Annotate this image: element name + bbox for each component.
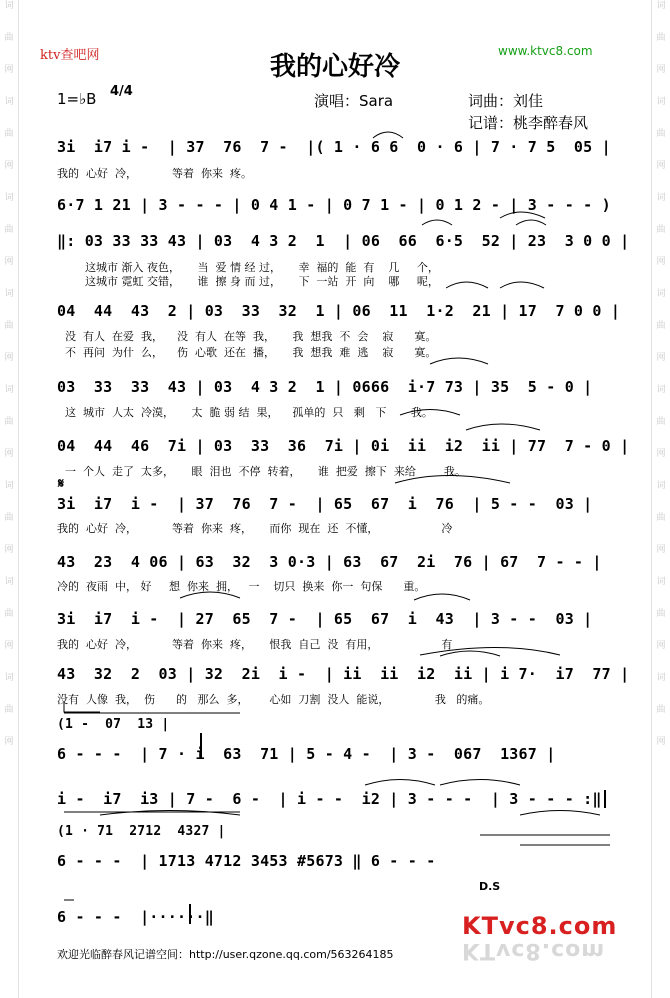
side-watermark-char: 词 [656,577,666,587]
ds-label: D.S [479,880,501,893]
side-watermark-char: 词 [656,673,666,683]
side-watermark-char: 词 [656,1,666,11]
site-logo: KTvc8.com [462,912,618,940]
side-watermark-char: 词 [4,193,14,203]
time-signature: 4/4 [110,84,133,99]
side-watermark-char: 词 [4,97,14,107]
lyric-row-4b: 不 再问 为什 么， 伤 心歌 还在 播， 我 想我 难 逃 寂 寞。 [65,346,437,359]
side-watermark-char: 曲 [656,513,666,523]
lyric-row-8: 冷的 夜雨 中， 好 想 你来 拥， 一 切只 换来 你一 句保 重。 [57,580,426,593]
bracket-row-13: (1 · 71 2712 4327 | [57,824,226,839]
composer-credit: 词曲：刘佳 [468,92,544,110]
side-watermark-char: 词 [656,385,666,395]
staff-row-8: 43 23 4 06 | 63 32 3 0·3 | 63 67 2i 76 | 67 7 - - | [57,553,602,571]
side-watermark-char: 网 [4,737,14,747]
side-watermark-char: 曲 [4,225,14,235]
staff-row-5: 03 33 33 43 | 03 4 3 2 1 | 0666 i·7 73 | 35 5 - 0 | [57,378,593,396]
staff-row-6: 04 44 46 7i | 03 33 36 7i | 0i ii i2 ii | 77 7 - 0 | [57,437,630,455]
side-watermark-char: 曲 [656,417,666,427]
key-signature: 1=♭B [57,90,97,108]
side-watermark-char: 网 [4,161,14,171]
segno-mark: 𝄋 [58,476,65,492]
side-watermark-char: 网 [4,353,14,363]
staff-row-7: 3i i7 i - | 37 76 7 - | 65 67 i 76 | 5 - - 03 | [57,495,593,513]
staff-row-1: 3i i7 i - | 37 76 7 - |( 1 · 6 6 0 · 6 | 7 · 7 5 05 | [57,138,611,156]
lyric-row-9: 我的 心好 冷， 等着 你来 疼， 恨我 自己 没 有用， 有 [57,638,453,651]
side-watermark-char: 词 [656,193,666,203]
side-watermark-char: 网 [656,737,666,747]
song-title: 我的心好冷 [269,52,400,82]
lyric-row-4a: 没 有人 在爱 我， 没 有人 在等 我， 我 想我 不 会 寂 寞。 [65,330,437,343]
side-watermark-char: 曲 [4,129,14,139]
side-watermark-char: 网 [656,449,666,459]
staff-row-13: 6 - - - | 1713 4712 3453 #5673 ‖ 6 - - - [57,852,436,870]
side-watermark-char: 网 [4,257,14,267]
lyric-row-5: 这 城市 人太 冷漠， 太 脆 弱 结 果， 孤单的 只 剩 下 我。 [65,406,433,419]
lyric-row-6: 一 个人 走了 太多， 眼 泪也 不停 转着， 谁 把爱 擦下 来给 我。 [65,465,466,478]
lyric-row-3a: 这城市 渐入 夜色， 当 爱 情 经 过， 幸 福的 能 有 几 个， [85,261,439,274]
side-watermark-char: 词 [656,289,666,299]
side-watermark-char: 曲 [4,609,14,619]
staff-row-14: 6 - - - |······‖ [57,908,214,926]
side-watermark-char: 词 [4,289,14,299]
side-watermark-char: 曲 [4,33,14,43]
side-watermark-char: 网 [656,161,666,171]
lyric-row-10: 没有 人像 我， 伤 的 那么 多， 心如 刀割 没人 能说， 我 的痛。 [57,693,490,706]
side-watermark-char: 曲 [4,705,14,715]
staff-row-10: 43 32 2 03 | 32 2i i - | ii ii i2 ii | i 7· i7 77 | [57,665,630,683]
transcriber-credit: 记谱：桃李醉春风 [468,114,589,132]
lyric-row-7: 我的 心好 冷， 等着 你来 疼， 而你 现在 还 不懂， 冷 [57,522,453,535]
side-watermark-char: 网 [4,449,14,459]
footer-note: 欢迎光临醉春风记谱空间：http://user.qzone.qq.com/563264185 [57,948,394,961]
brand-left: ktv查吧网 [40,48,100,63]
side-watermark-char: 曲 [656,129,666,139]
side-watermark-char: 网 [4,545,14,555]
side-watermark-char: 网 [656,65,666,75]
side-watermark-char: 曲 [656,225,666,235]
brand-right: www.ktvc8.com [498,44,593,58]
side-watermark-char: 曲 [4,321,14,331]
side-watermark-char: 词 [4,481,14,491]
staff-row-4: 04 44 43 2 | 03 33 32 1 | 06 11 1·2 21 | 17 7 0 0 | [57,302,621,320]
side-watermark-char: 曲 [4,513,14,523]
side-watermark-char: 曲 [656,321,666,331]
side-watermark-char: 曲 [656,33,666,43]
staff-row-9: 3i i7 i - | 27 65 7 - | 65 67 i 43 | 3 - - 03 | [57,610,593,628]
lyric-row-1: 我的 心好 冷， 等着 你来 疼。 [57,167,252,180]
side-watermark-char: 网 [656,353,666,363]
staff-row-3: ‖: 03 33 33 43 | 03 4 3 2 1 | 06 66 6·5 52 | 23 3 0 0 | [57,232,630,250]
side-watermark-char: 词 [4,673,14,683]
side-watermark-char: 曲 [4,417,14,427]
side-watermark-char: 网 [656,545,666,555]
staff-row-12: i - i7 i3 | 7 - 6 - | i - - i2 | 3 - - - | 3 - - - :‖ [57,790,602,808]
side-watermark-char: 网 [4,641,14,651]
side-watermark-char: 网 [4,65,14,75]
staff-row-2: 6·7 1 21 | 3 - - - | 0 4 1 - | 0 7 1 - | 0 1 2 - | 3 - - - ) [57,196,611,214]
side-watermark-char: 网 [656,641,666,651]
staff-row-11: 6 - - - | 7 · i 63 71 | 5 - 4 - | 3 - 067 1367 | [57,745,556,763]
side-watermark-char: 曲 [656,609,666,619]
side-watermark-char: 词 [656,481,666,491]
site-logo-reflection: KTvc8.com [462,938,606,963]
side-watermark-char: 曲 [656,705,666,715]
side-watermark-char: 词 [4,385,14,395]
side-watermark-char: 词 [656,97,666,107]
side-watermark-char: 词 [4,577,14,587]
side-watermark-char: 词 [4,1,14,11]
side-watermark-char: 网 [656,257,666,267]
lyric-row-3b: 这城市 霓虹 交错， 谁 擦 身 而 过， 下 一站 开 向 哪 呢， [85,275,439,288]
singer-credit: 演唱：Sara [314,92,394,110]
bracket-row-11: (1 - 07 13 | [57,717,170,732]
